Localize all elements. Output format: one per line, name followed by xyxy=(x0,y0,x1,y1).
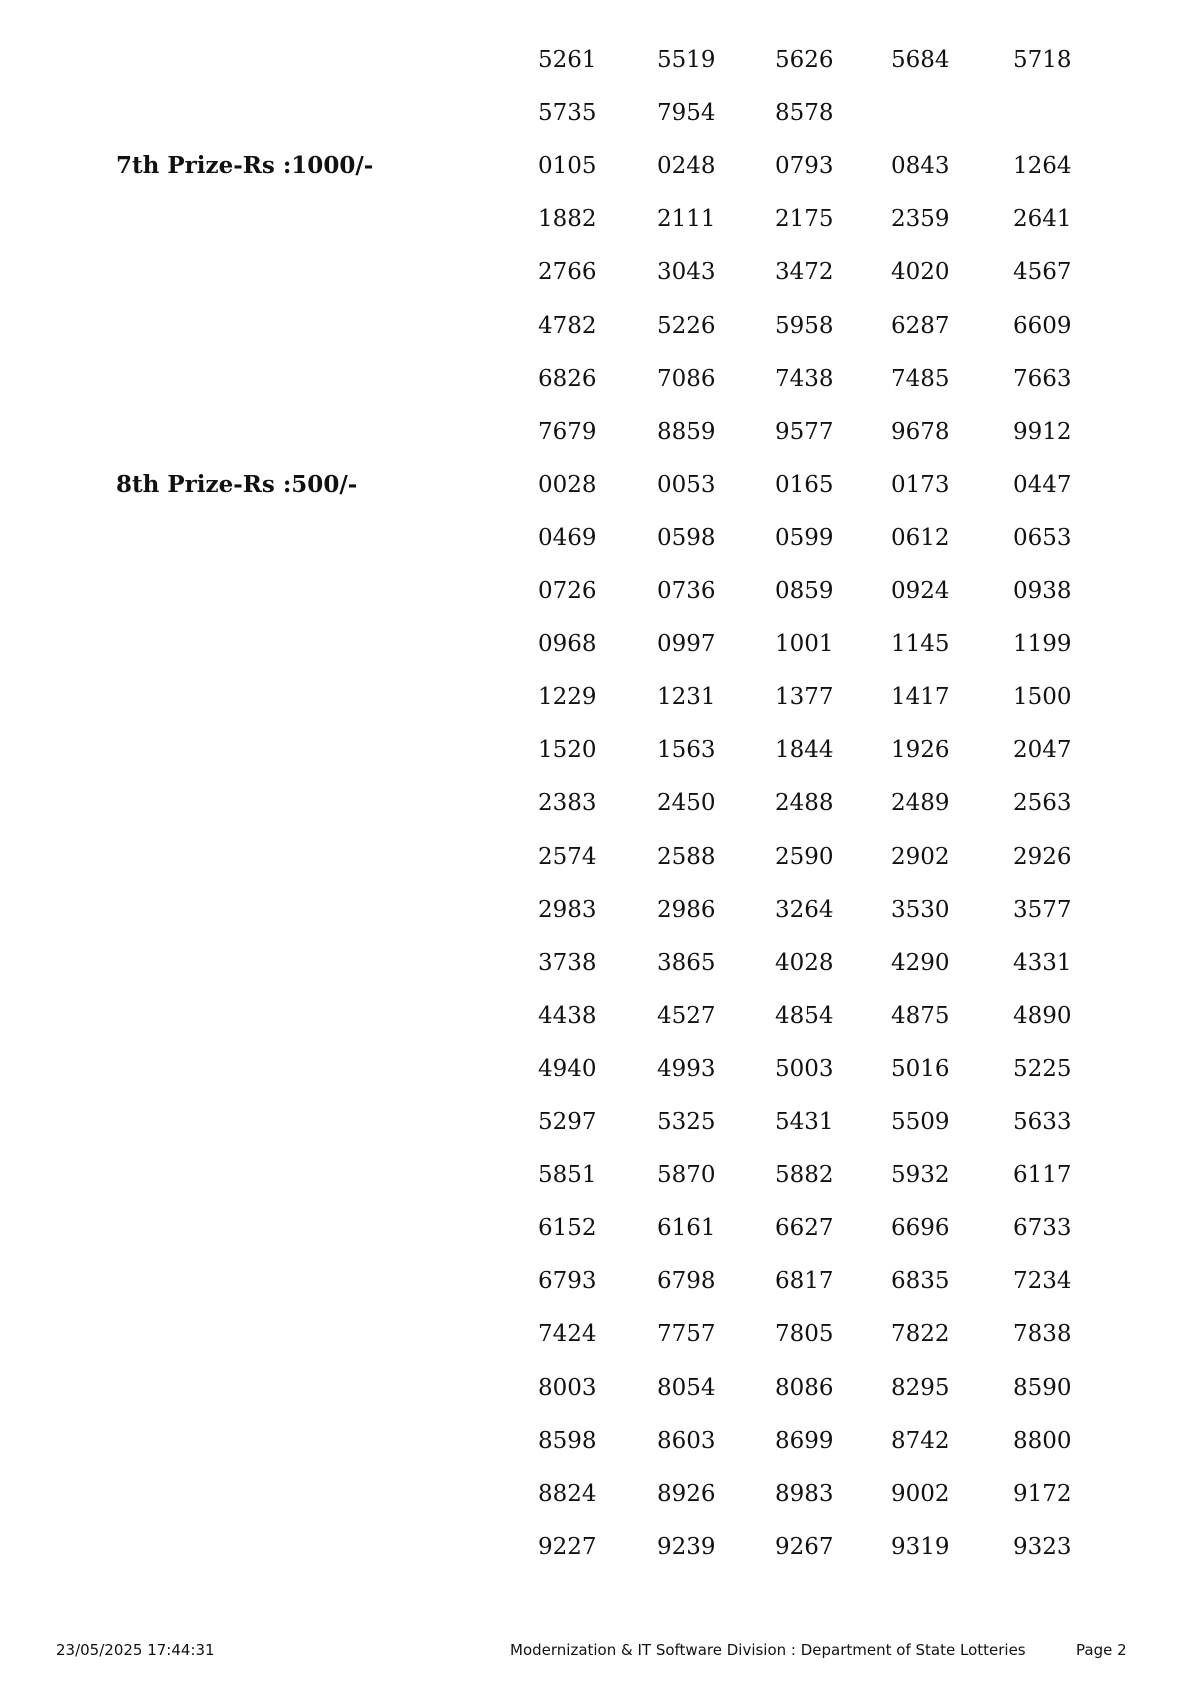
ticket-number: 2175 xyxy=(775,206,834,232)
ticket-number: 0469 xyxy=(538,525,597,551)
ticket-number: 0599 xyxy=(775,525,834,551)
ticket-number: 0053 xyxy=(657,472,716,498)
ticket-number: 8578 xyxy=(775,100,834,126)
ticket-number: 2047 xyxy=(1013,737,1072,763)
ticket-number: 8926 xyxy=(657,1481,716,1507)
ticket-number: 5003 xyxy=(775,1056,834,1082)
ticket-number: 6733 xyxy=(1013,1215,1072,1241)
ticket-number: 4331 xyxy=(1013,950,1072,976)
ticket-number: 4020 xyxy=(891,259,950,285)
ticket-number: 0598 xyxy=(657,525,716,551)
ticket-number: 1417 xyxy=(891,684,950,710)
ticket-number: 7438 xyxy=(775,366,834,392)
ticket-number: 0173 xyxy=(891,472,950,498)
ticket-number: 2111 xyxy=(657,206,716,232)
ticket-number: 4567 xyxy=(1013,259,1072,285)
ticket-number: 0736 xyxy=(657,578,716,604)
ticket-number: 5851 xyxy=(538,1162,597,1188)
ticket-number: 1563 xyxy=(657,737,716,763)
ticket-number: 6627 xyxy=(775,1215,834,1241)
prize-label: 8th Prize-Rs :500/- xyxy=(116,471,358,498)
ticket-number: 4854 xyxy=(775,1003,834,1029)
ticket-number: 2986 xyxy=(657,897,716,923)
ticket-number: 3865 xyxy=(657,950,716,976)
ticket-number: 6798 xyxy=(657,1268,716,1294)
ticket-number: 2766 xyxy=(538,259,597,285)
ticket-number: 0843 xyxy=(891,153,950,179)
ticket-number: 7679 xyxy=(538,419,597,445)
ticket-number: 9678 xyxy=(891,419,950,445)
ticket-number: 8983 xyxy=(775,1481,834,1507)
ticket-number: 4890 xyxy=(1013,1003,1072,1029)
ticket-number: 2563 xyxy=(1013,790,1072,816)
footer-page-number: Page 2 xyxy=(1076,1641,1127,1659)
ticket-number: 1520 xyxy=(538,737,597,763)
ticket-number: 3264 xyxy=(775,897,834,923)
ticket-number: 9319 xyxy=(891,1534,950,1560)
ticket-number: 8295 xyxy=(891,1375,950,1401)
ticket-number: 4993 xyxy=(657,1056,716,1082)
ticket-number: 6609 xyxy=(1013,313,1072,339)
ticket-number: 1926 xyxy=(891,737,950,763)
ticket-number: 8003 xyxy=(538,1375,597,1401)
ticket-number: 5297 xyxy=(538,1109,597,1135)
ticket-number: 0028 xyxy=(538,472,597,498)
ticket-number: 7086 xyxy=(657,366,716,392)
ticket-number: 5626 xyxy=(775,47,834,73)
ticket-number: 8590 xyxy=(1013,1375,1072,1401)
ticket-number: 3472 xyxy=(775,259,834,285)
ticket-number: 5519 xyxy=(657,47,716,73)
ticket-number: 2574 xyxy=(538,844,597,870)
ticket-number: 5684 xyxy=(891,47,950,73)
ticket-number: 4940 xyxy=(538,1056,597,1082)
ticket-number: 2488 xyxy=(775,790,834,816)
ticket-number: 9002 xyxy=(891,1481,950,1507)
ticket-number: 0248 xyxy=(657,153,716,179)
footer-division: Modernization & IT Software Division : Department of State Lotteries xyxy=(510,1641,1026,1659)
ticket-number: 0793 xyxy=(775,153,834,179)
ticket-number: 6117 xyxy=(1013,1162,1072,1188)
ticket-number: 8054 xyxy=(657,1375,716,1401)
ticket-number: 0105 xyxy=(538,153,597,179)
ticket-number: 0859 xyxy=(775,578,834,604)
ticket-number: 0612 xyxy=(891,525,950,551)
ticket-number: 7822 xyxy=(891,1321,950,1347)
ticket-number: 0165 xyxy=(775,472,834,498)
ticket-number: 1844 xyxy=(775,737,834,763)
ticket-number: 5932 xyxy=(891,1162,950,1188)
ticket-number: 6152 xyxy=(538,1215,597,1241)
ticket-number: 2383 xyxy=(538,790,597,816)
ticket-number: 5016 xyxy=(891,1056,950,1082)
ticket-number: 0938 xyxy=(1013,578,1072,604)
ticket-number: 5226 xyxy=(657,313,716,339)
ticket-number: 6793 xyxy=(538,1268,597,1294)
ticket-number: 8086 xyxy=(775,1375,834,1401)
ticket-number: 7424 xyxy=(538,1321,597,1347)
ticket-number: 4527 xyxy=(657,1003,716,1029)
ticket-number: 9239 xyxy=(657,1534,716,1560)
ticket-number: 3043 xyxy=(657,259,716,285)
ticket-number: 7485 xyxy=(891,366,950,392)
ticket-number: 2641 xyxy=(1013,206,1072,232)
ticket-number: 7757 xyxy=(657,1321,716,1347)
ticket-number: 8800 xyxy=(1013,1428,1072,1454)
ticket-number: 5325 xyxy=(657,1109,716,1135)
ticket-number: 6817 xyxy=(775,1268,834,1294)
ticket-number: 4028 xyxy=(775,950,834,976)
ticket-number: 2983 xyxy=(538,897,597,923)
ticket-number: 2902 xyxy=(891,844,950,870)
ticket-number: 4438 xyxy=(538,1003,597,1029)
ticket-number: 9172 xyxy=(1013,1481,1072,1507)
ticket-number: 5431 xyxy=(775,1109,834,1135)
ticket-number: 6287 xyxy=(891,313,950,339)
ticket-number: 6835 xyxy=(891,1268,950,1294)
ticket-number: 4290 xyxy=(891,950,950,976)
ticket-number: 8742 xyxy=(891,1428,950,1454)
ticket-number: 1231 xyxy=(657,684,716,710)
ticket-number: 1199 xyxy=(1013,631,1072,657)
ticket-number: 0968 xyxy=(538,631,597,657)
ticket-number: 0447 xyxy=(1013,472,1072,498)
ticket-number: 5882 xyxy=(775,1162,834,1188)
ticket-number: 2359 xyxy=(891,206,950,232)
ticket-number: 9577 xyxy=(775,419,834,445)
ticket-number: 0997 xyxy=(657,631,716,657)
ticket-number: 7805 xyxy=(775,1321,834,1347)
ticket-number: 9912 xyxy=(1013,419,1072,445)
ticket-number: 8859 xyxy=(657,419,716,445)
ticket-number: 1500 xyxy=(1013,684,1072,710)
ticket-number: 5870 xyxy=(657,1162,716,1188)
ticket-number: 3738 xyxy=(538,950,597,976)
ticket-number: 9323 xyxy=(1013,1534,1072,1560)
ticket-number: 0653 xyxy=(1013,525,1072,551)
ticket-number: 5225 xyxy=(1013,1056,1072,1082)
ticket-number: 5509 xyxy=(891,1109,950,1135)
ticket-number: 8824 xyxy=(538,1481,597,1507)
ticket-number: 7663 xyxy=(1013,366,1072,392)
ticket-number: 0924 xyxy=(891,578,950,604)
ticket-number: 2489 xyxy=(891,790,950,816)
ticket-number: 3530 xyxy=(891,897,950,923)
prize-label: 7th Prize-Rs :1000/- xyxy=(116,152,374,179)
ticket-number: 5261 xyxy=(538,47,597,73)
ticket-number: 8603 xyxy=(657,1428,716,1454)
ticket-number: 1882 xyxy=(538,206,597,232)
ticket-number: 6161 xyxy=(657,1215,716,1241)
ticket-number: 9267 xyxy=(775,1534,834,1560)
ticket-number: 1145 xyxy=(891,631,950,657)
ticket-number: 5958 xyxy=(775,313,834,339)
ticket-number: 2590 xyxy=(775,844,834,870)
ticket-number: 7234 xyxy=(1013,1268,1072,1294)
ticket-number: 2588 xyxy=(657,844,716,870)
ticket-number: 5633 xyxy=(1013,1109,1072,1135)
ticket-number: 5735 xyxy=(538,100,597,126)
ticket-number: 1264 xyxy=(1013,153,1072,179)
ticket-number: 4782 xyxy=(538,313,597,339)
ticket-number: 6826 xyxy=(538,366,597,392)
ticket-number: 2926 xyxy=(1013,844,1072,870)
ticket-number: 2450 xyxy=(657,790,716,816)
ticket-number: 1377 xyxy=(775,684,834,710)
ticket-number: 0726 xyxy=(538,578,597,604)
ticket-number: 1229 xyxy=(538,684,597,710)
ticket-number: 7954 xyxy=(657,100,716,126)
ticket-number: 3577 xyxy=(1013,897,1072,923)
ticket-number: 4875 xyxy=(891,1003,950,1029)
ticket-number: 6696 xyxy=(891,1215,950,1241)
ticket-number: 7838 xyxy=(1013,1321,1072,1347)
ticket-number: 5718 xyxy=(1013,47,1072,73)
ticket-number: 8699 xyxy=(775,1428,834,1454)
ticket-number: 9227 xyxy=(538,1534,597,1560)
ticket-number: 1001 xyxy=(775,631,834,657)
ticket-number: 8598 xyxy=(538,1428,597,1454)
footer-datetime: 23/05/2025 17:44:31 xyxy=(56,1641,215,1659)
